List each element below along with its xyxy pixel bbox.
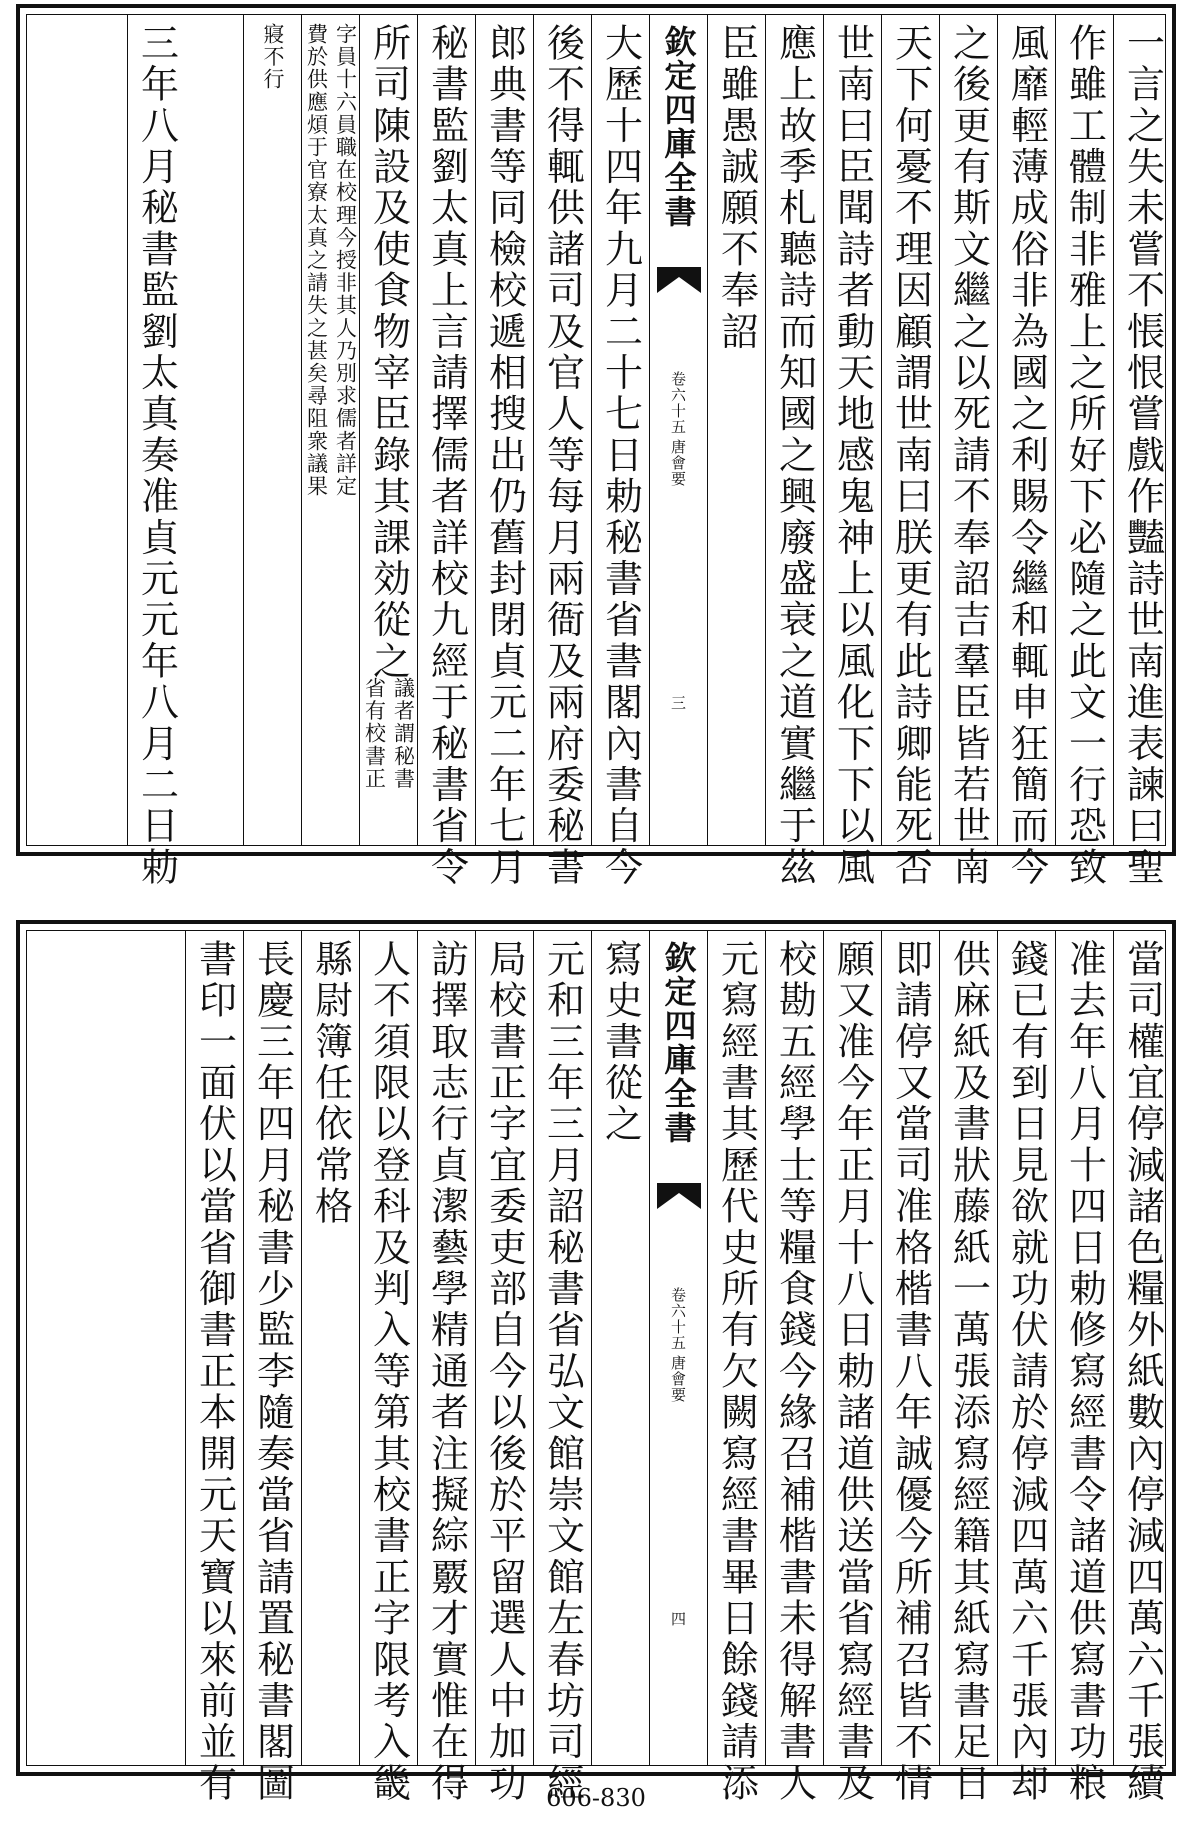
text-column xyxy=(939,15,997,889)
text-column xyxy=(997,15,1055,889)
note-text: 議者謂秘書 xyxy=(391,677,416,790)
text-column xyxy=(881,15,939,889)
column-text: 願又准今年正月十八日勅諸道供送當省寫經書及 xyxy=(830,939,875,1805)
page-number: 三 xyxy=(669,695,687,710)
book-title: 欽定四庫全書 xyxy=(659,25,698,229)
column-text: 元寫經書其歷代史所有欠闕寫經書畢日餘錢請添 xyxy=(714,939,759,1805)
note-column xyxy=(243,15,301,845)
center-fold-column xyxy=(649,15,707,845)
text-column xyxy=(881,931,939,1805)
volume-label: 卷六十五 xyxy=(669,371,687,435)
blank-margin xyxy=(27,15,127,845)
text-column xyxy=(185,931,243,1805)
column-text: 錢已有到日見欲就功伏請於停減四萬六千張內却 xyxy=(1004,939,1049,1805)
text-column xyxy=(1113,15,1171,889)
column-text: 風靡輕薄成俗非為國之利賜令繼和輒申狂簡而今 xyxy=(1004,23,1049,889)
column-text: 准去年八月十四日勅修寫經書令諸道供寫書功粮 xyxy=(1062,939,1107,1805)
text-column xyxy=(475,931,533,1805)
column-text: 元和三年三月詔秘書省弘文館崇文館左春坊司經 xyxy=(540,939,585,1805)
text-column xyxy=(301,931,359,1765)
fishtail-mark-icon xyxy=(657,1183,701,1209)
column-text: 臣雖愚誠願不奉詔 xyxy=(714,23,759,353)
column-text: 所司陳設及使食物宰臣錄其課効從之 xyxy=(366,23,411,683)
column-text: 縣尉簿任依常格 xyxy=(308,939,353,1228)
column-text: 局校書正字宜委吏部自今以後於平留選人中加功 xyxy=(482,939,527,1805)
text-column xyxy=(243,931,301,1805)
column-text: 大歷十四年九月二十七日勅秘書省書閣內書自今 xyxy=(598,23,643,889)
text-column xyxy=(1055,931,1113,1805)
column-text: 天下何憂不理因顧謂世南曰朕更有此詩卿能死否 xyxy=(888,23,933,889)
text-column xyxy=(533,931,591,1805)
volume-label: 卷六十五 xyxy=(669,1287,687,1351)
text-column xyxy=(359,15,417,845)
column-text: 一言之失未嘗不悵恨嘗戲作豔詩世南進表諫曰聖 xyxy=(1120,23,1165,889)
text-column xyxy=(1113,931,1171,1805)
text-column xyxy=(707,931,765,1805)
column-text: 三年八月秘書監劉太真奏准貞元元年八月二日勅 xyxy=(134,23,179,889)
text-column xyxy=(765,931,823,1805)
text-column xyxy=(823,931,881,1805)
column-text: 校勘五經學士等糧食錢今緣召補楷書未得解書人 xyxy=(772,939,817,1805)
text-column xyxy=(591,15,649,889)
text-column xyxy=(359,931,417,1805)
text-column xyxy=(417,931,475,1805)
column-text: 秘書監劉太真上言請擇儒者詳校九經于秘書省令 xyxy=(424,23,469,889)
page-number: 四 xyxy=(669,1611,687,1626)
source-title: 唐會要 xyxy=(669,439,687,487)
column-text: 應上故季札聽詩而知國之興廢盛衰之道實繼于茲 xyxy=(772,23,817,889)
text-column xyxy=(823,15,881,889)
blank-margin xyxy=(27,931,185,1765)
text-column xyxy=(765,15,823,889)
text-column xyxy=(591,931,649,1765)
text-column xyxy=(1055,15,1113,889)
column-text: 書印一面伏以當省御書正本開元天寶以來前並有 xyxy=(192,939,237,1805)
inline-note xyxy=(306,23,356,498)
column-text: 作雖工體制非雅上之所好下必隨之此文一行恐致 xyxy=(1062,23,1107,889)
top-page xyxy=(16,4,1176,889)
fishtail-mark-icon xyxy=(657,267,701,293)
text-column xyxy=(707,15,765,845)
note-text: 省有校書正 xyxy=(362,677,387,790)
text-column xyxy=(997,931,1055,1805)
text-column xyxy=(127,15,185,889)
column-text: 寫史書從之 xyxy=(598,939,643,1145)
source-and-volume xyxy=(668,1287,689,1403)
text-column xyxy=(939,931,997,1805)
column-text: 後不得輒供諸司及官人等每月兩衙及兩府委秘書 xyxy=(540,23,585,889)
text-column xyxy=(533,15,591,889)
text-column xyxy=(475,15,533,889)
text-column xyxy=(417,15,475,889)
note-text: 寢不行 xyxy=(261,23,285,91)
column-text: 長慶三年四月秘書少監李隨奏當省請置秘書閣圖 xyxy=(250,939,295,1805)
column-text: 當司權宜停減諸色糧外紙數內停減四萬六千張續 xyxy=(1120,939,1165,1805)
catalog-number: 606-830 xyxy=(546,1784,646,1812)
note-text: 費於供應煩于官寮太真之請失之甚矣尋阻衆議果 xyxy=(304,23,329,498)
book-title: 欽定四庫全書 xyxy=(659,941,698,1145)
column-text: 人不須限以登科及判入等第其校書正字限考入畿 xyxy=(366,939,411,1805)
column-text: 世南曰臣聞詩者動天地感鬼神上以風化下下以風 xyxy=(830,23,875,889)
column-text: 即請停又當司准格楷書八年誠優今所補召皆不情 xyxy=(888,939,933,1805)
note-text: 字員十六員職在校理今授非其人乃別求儒者詳定 xyxy=(333,23,358,498)
column-text: 供麻紙及書狀藤紙一萬張添寫經籍其紙寫書足日 xyxy=(946,939,991,1805)
column-text: 之後更有斯文繼之以死請不奉詔吉羣臣皆若世南 xyxy=(946,23,991,889)
source-and-volume xyxy=(668,371,689,487)
center-fold-column xyxy=(649,931,707,1765)
note-column xyxy=(301,15,359,845)
column-text: 訪擇取志行貞潔藝學精通者注擬綜覈才實惟在得 xyxy=(424,939,469,1805)
column-text: 郎典書等同檢校遞相搜出仍舊封閉貞元二年七月 xyxy=(482,23,527,889)
top-page-frame xyxy=(26,14,1166,889)
source-title: 唐會要 xyxy=(669,1355,687,1403)
inline-note xyxy=(364,677,414,790)
